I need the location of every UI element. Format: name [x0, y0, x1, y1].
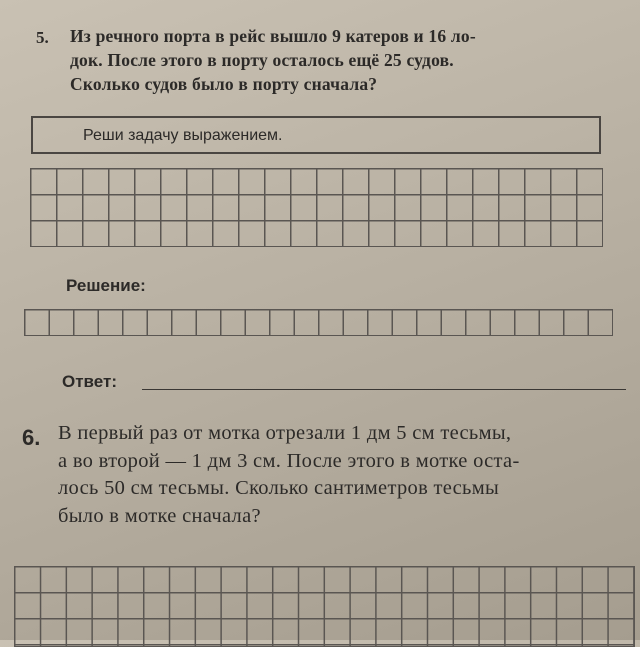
problem-6-line: было в мотке сначала? [58, 504, 261, 527]
answer-label: Ответ: [62, 372, 117, 391]
problem-5-number: 5. [36, 28, 49, 47]
instruction-text: Реши задачу выражением. [83, 127, 283, 144]
problem-5-line: док. После этого в порту осталось ещё 25 судов. [70, 50, 454, 70]
problem-5-text [70, 24, 610, 96]
problem-6-line: В первый раз от мотка отрезали 1 дм 5 см тесьмы, [58, 422, 512, 444]
problem-6-line: а во второй — 1 дм 3 см. После этого в мотке оста- [58, 449, 520, 472]
expression-grid[interactable] [30, 168, 603, 247]
instruction-box [31, 116, 601, 154]
problem-5-line: Сколько судов было в порту сначала? [70, 74, 378, 94]
problem-6-text [58, 420, 638, 530]
solution-label: Решение: [66, 276, 146, 295]
answer-line[interactable] [142, 389, 626, 390]
solution-grid[interactable] [24, 309, 613, 336]
problem-6-line: лось 50 см тесьмы. Сколько сантиметров тесьмы [58, 477, 500, 499]
problem-6-number: 6. [22, 425, 41, 450]
problem-6-grid[interactable] [14, 566, 635, 647]
problem-5-line: Из речного порта в рейс вышло 9 катеров и 16 ло- [70, 26, 476, 46]
